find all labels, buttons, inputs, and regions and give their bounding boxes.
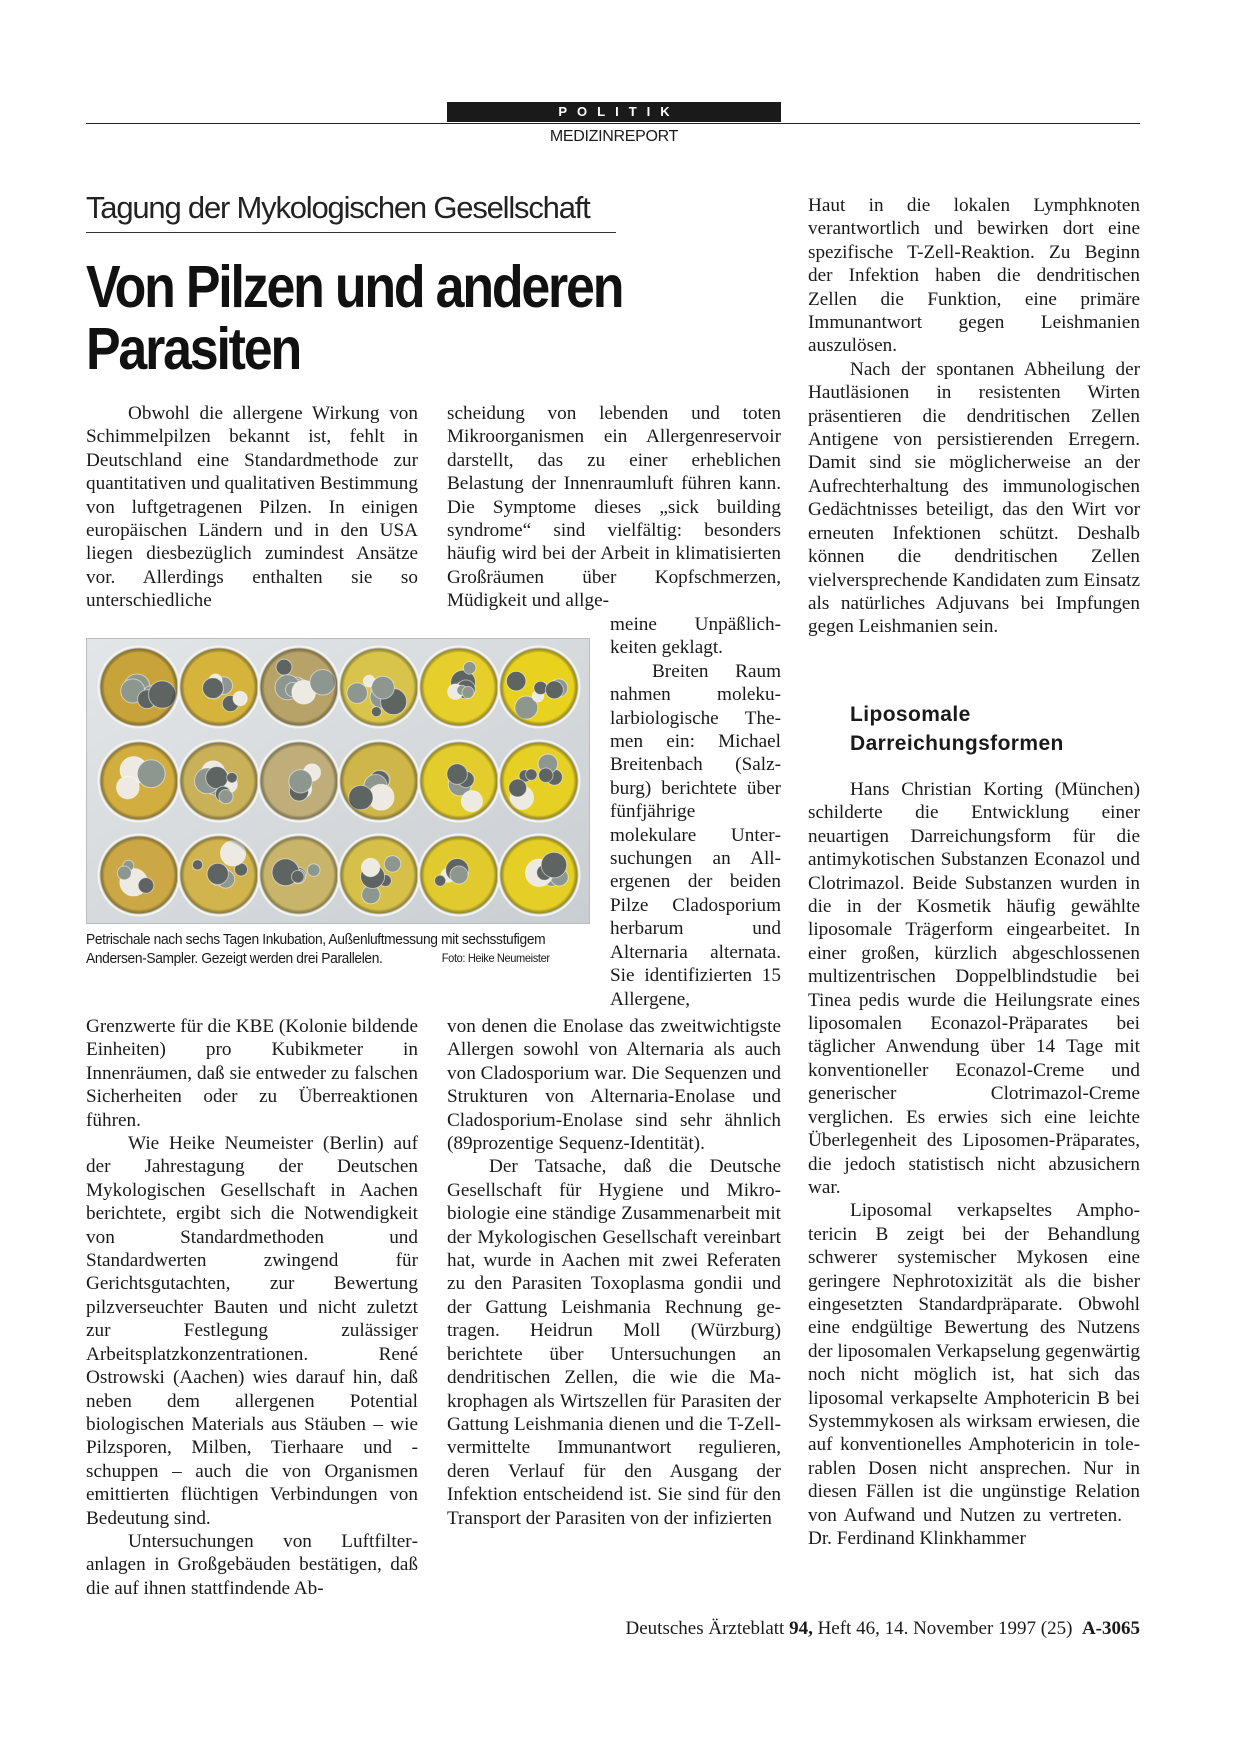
dish-rim [339, 741, 419, 821]
paragraph: meine Unpäßlichkeiten geklagt. [610, 614, 781, 659]
paragraph: Breiten Raum nahmen molekularbiologische Themen ein: Michael Breitenbach (Salzburg) berichtete über fünfjährige molekulare Untersuchungen an Allergenen der beiden Pilze Cladosporium herbarum und Alternaria alternata. Sie identifizierten 15 Allergene, [610, 660, 781, 1010]
caption-text: Petrischale nach sechs Tagen Inkubation, Außenluftmessung mit sechsstufigem Andersen-Sampler. Gezeigt werden drei Parallelen. [86, 931, 546, 967]
paragraph: Der Tatsache, daß die Deutsche Gesellschaft für Hygiene und Mikrobiologie eine ständige Zusammenarbeit mit der Mykologischen Gesellschaft vereinbart hat, wurde in Aachen mit zwei Referaten zu den Parasiten Toxoplasma gondii und der Gattung Leishmania Rechnung getragen. Heidrun Moll (Würzburg) berichtete über Untersuchungen an dendritischen Zellen, die wie die Makrophagen als Wirtszellen für Parasiten der Gattung Leishmania dienen und die T-Zell-vermittelte Immunantwort regulieren, deren Verlauf für den Ausgang der Infektion entscheidend ist. Sie sind für den Transport der Parasiten von der infizierten [447, 1156, 781, 1529]
dish-rim [99, 647, 179, 727]
dish-rim [339, 647, 419, 727]
subsection-label: MEDIZINREPORT [549, 128, 679, 145]
column-2-bottom [447, 1015, 781, 1530]
paragraph [808, 1199, 1140, 1550]
paragraph: Grenzwerte für die KBE (Kolonie bildende Einheiten) pro Kubikmeter in Innenräumen, daß sie entweder zu falschen Sicherheiten oder zu Überreaktionen führen. [86, 1016, 418, 1131]
section-subheading [850, 700, 1150, 758]
dish-rim [99, 835, 179, 915]
page-footer [560, 1618, 1140, 1640]
petri-dish-photo [86, 638, 590, 924]
paragraph: Hans Christian Korting (München) schilderte die Entwicklung einer neuartigen Darreichungsform für die antimykotischen Substanzen Econazol und Clotrimazol. Beide Substanzen wurden in die in der Kosmetik häufig gewählte liposomale Trägerform eingearbeitet. In einer großen, kürzlich abgeschlossenen multizentrischen Doppelblindstudie bei Tinea pedis wurde die Heilungsrate eines liposomalen Econazol-Präparates bei täglicher Anwendung über 14 Tage mit konventioneller Econazol-Creme und generischer Clotrimazol-Creme verglichen. Es erwies sich eine leichte Überlegenheit des Liposomen-Präparates, die jedoch statistisch nicht abzusichern war. [808, 779, 1140, 1198]
subheading-line-1: Liposomale [850, 703, 971, 726]
column-3-bottom [808, 778, 1140, 1550]
header-rule [86, 123, 1140, 124]
paragraph: scheidung von lebenden und toten Mikroorganismen ein Allergenreservoir darstellt, das zu einer erheblichen Belastung der Innenraumluft führen kann. Die Symptome dieses „sick building syndrome“ sind vielfältig: besonders häufig wird bei der Arbeit in klimatisierten Großräumen über Kopfschmerzen, Müdigkeit und allge- [447, 403, 781, 612]
dish-rim [419, 647, 499, 727]
issue-info: Heft 46, 14. November 1997 (25) [817, 1618, 1073, 1639]
headline-line-1: Von Pilzen und anderen [86, 254, 623, 320]
petri-dish-image [87, 639, 590, 924]
headline-line-2: Parasiten [86, 316, 300, 382]
dish-rim [179, 647, 259, 727]
dish-rim [179, 835, 259, 915]
dish-rim [419, 835, 499, 915]
paragraph: Haut in die lokalen Lymphknoten verantwortlich und bewirken dort eine spezifische T-Zell-Reaktion. Zu Beginn der Infektion haben die dendritischen Zellen die Funktion, eine primäre Immunantwort gegen Leishmanien auszulösen. [808, 195, 1140, 357]
paragraph: Untersuchungen von Luftfilteranlagen in Großgebäuden bestätigen, daß die auf ihnen stattfindende Ab- [86, 1530, 418, 1599]
column-3-top [808, 194, 1140, 639]
page-number: A-3065 [1081, 1618, 1140, 1639]
article-kicker: Tagung der Mykologischen Gesellschaft [86, 190, 616, 233]
dish-rim [259, 647, 339, 727]
photo-credit: Foto: Heike Neumeister [441, 951, 550, 965]
dish-rim [419, 741, 499, 821]
journal-name: Deutsches Ärzteblatt [625, 1618, 785, 1639]
dish-rim [499, 835, 579, 915]
dish-rim [99, 741, 179, 821]
column-1-top [86, 402, 418, 613]
dish-rim [259, 835, 339, 915]
section-label: POLITIK [447, 102, 781, 122]
dish-rim [259, 741, 339, 821]
dish-rim [499, 647, 579, 727]
paragraph: von denen die Enolase das zweitwichtigste Allergen sowohl von Alternaria als auch von Cladosporium war. Die Sequenzen und Strukturen von Alternaria-Enolase und Cladosporium-Enolase sind sehr ähnlich (89prozentige Sequenz-Identität). [447, 1016, 781, 1155]
figure-caption [86, 930, 590, 968]
dish-rim [499, 741, 579, 821]
column-2-top [447, 402, 781, 613]
paragraph-text: Liposomal verkapseltes Amphotericin B zeigt bei der Behandlung schwerer systemischer Mykosen eine geringere Nephrotoxizität als die bisher eingesetzten Standardpräparate. Obwohl eine endgültige Bewertung des Nutzens der liposomalen Verkapselung gegenwärtig noch nicht möglich ist, hat sich das liposomal verkapselte Amphotericin B bei Systemmykosen als wirksam erwiesen, die auf konventionelles Amphotericin in tolerablen Dosen nicht ansprechen. Nur in diesen Fällen ist die ungünstige Relation von Aufwand und Nutzen zu vertreten. [808, 1200, 1140, 1526]
column-2-narrow [610, 613, 781, 1011]
paragraph: Wie Heike Neumeister (Berlin) auf der Jahrestagung der Deutschen Mykologischen Gesellschaft in Aachen berichtete, ergibt sich die Notwendigkeit von Standardmethoden und Standardwerten zwingend für Gerichtsgutachten, zur Bewertung pilzverseuchter Bauten und nicht zuletzt zur Festlegung zulässiger Arbeitsplatzkonzentrationen. René Ostrowski (Aachen) wies darauf hin, daß neben dem allergenen Potential biologischen Materials aus Stäuben – wie Pilzsporen, Milben, Tierhaare und -schuppen – auch die von Organismen emittierten flüchtigen Verbindungen von Bedeutung sind. [86, 1133, 418, 1529]
paragraph: Obwohl die allergene Wirkung von Schimmelpilzen bekannt ist, fehlt in Deutschland eine Standardmethode zur quantitativen und qualitativen Bestimmung von luftgetragenen Pilzen. In einigen europäischen Ländern und in den USA liegen diesbezüglich zumindest Ansätze vor. Allerdings enthalten sie so unterschiedliche [86, 403, 418, 612]
dish-rim [339, 835, 419, 915]
dish-rim [179, 741, 259, 821]
volume-number: 94, [789, 1618, 813, 1639]
article-headline [86, 256, 684, 380]
column-1-bottom [86, 1015, 418, 1600]
subheading-line-2: Darreichungsformen [850, 732, 1064, 755]
paragraph: Nach der spontanen Abheilung der Hautläsionen in resistenten Wirten präsentieren die dendritischen Zellen Antigene von persistierenden Erregern. Damit sind sie möglicherweise an der Aufrechterhaltung des immunologischen Gedächtnisses beteiligt, das den Wirt vor erneuten Infektionen schützt. Deshalb können die dendritischen Zellen vielversprechende Kandidaten zum Einsatz als natürliches Adjuvans bei Impfungen gegen Leishmanien sein. [808, 358, 1140, 638]
author-name: Dr. Ferdinand Klinkhammer [808, 1528, 1026, 1549]
